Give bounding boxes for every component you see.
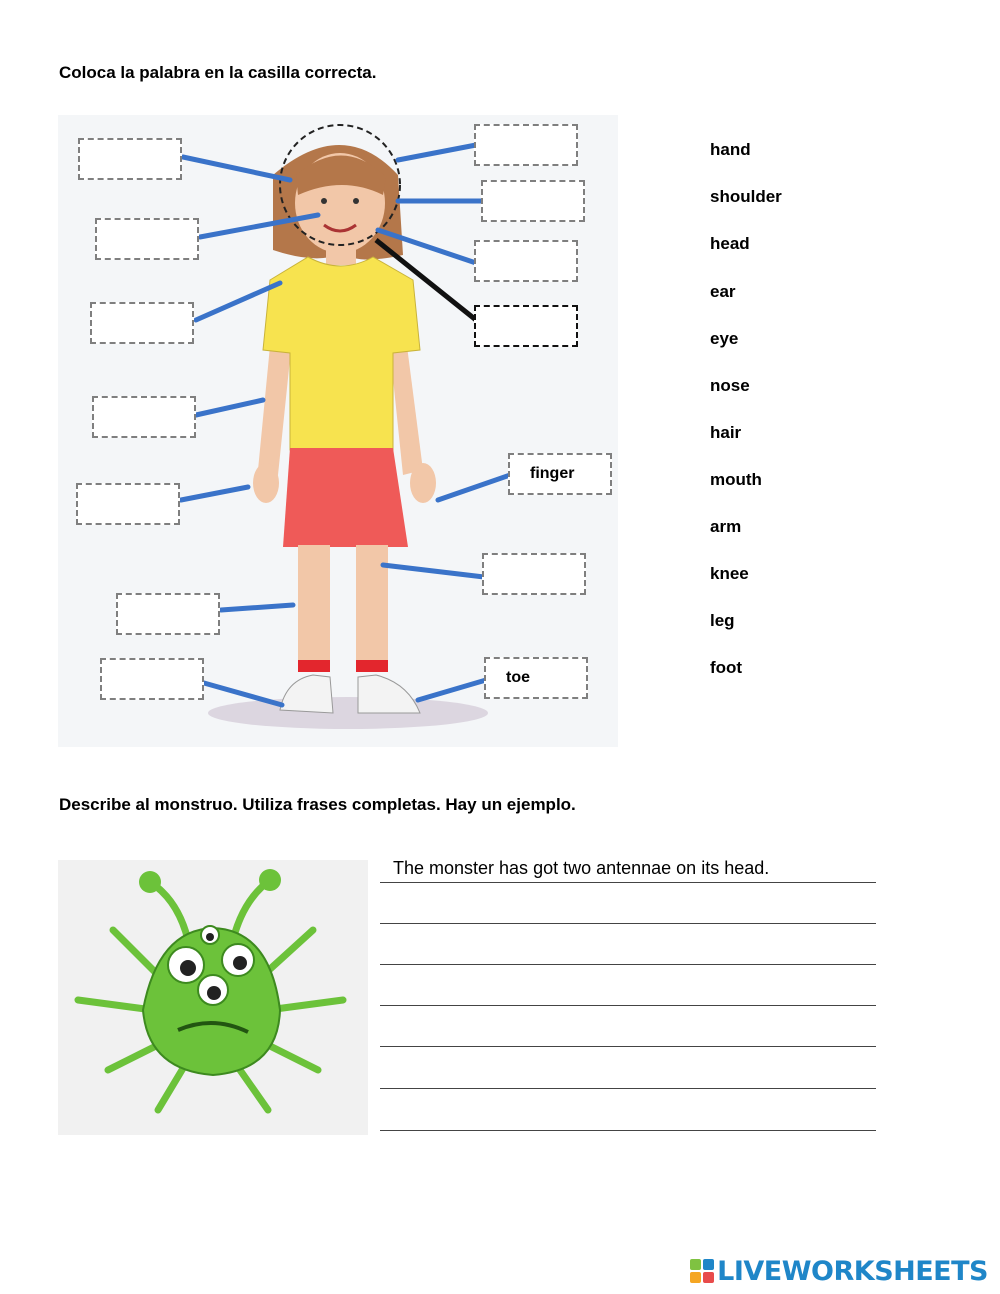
- answer-box-5[interactable]: [76, 483, 180, 525]
- answer-box-2[interactable]: [95, 218, 199, 260]
- writing-line-example: [380, 882, 876, 883]
- word-bank-item[interactable]: mouth: [710, 470, 762, 489]
- monster-illustration: [58, 860, 368, 1135]
- writing-line[interactable]: [380, 923, 876, 924]
- word-bank-item[interactable]: eye: [710, 329, 739, 348]
- answer-box-1[interactable]: [78, 138, 182, 180]
- answer-box-8[interactable]: [474, 124, 578, 166]
- answer-box-4[interactable]: [92, 396, 196, 438]
- example-sentence: The monster has got two antennae on its head.: [393, 858, 770, 878]
- word-bank-item[interactable]: ear: [710, 282, 736, 301]
- word-bank-item[interactable]: hair: [710, 423, 742, 442]
- writing-line[interactable]: [380, 1046, 876, 1047]
- answer-box-3[interactable]: [90, 302, 194, 344]
- logo-mark-icon: [690, 1259, 714, 1283]
- word-bank-item[interactable]: arm: [710, 517, 742, 536]
- answer-box-toe: [484, 657, 588, 699]
- toe-label: toe: [506, 669, 530, 686]
- word-bank-item[interactable]: nose: [710, 376, 750, 395]
- answer-box-6[interactable]: [116, 593, 220, 635]
- writing-line[interactable]: [380, 1130, 876, 1131]
- word-bank-item[interactable]: leg: [710, 611, 735, 630]
- finger-label: finger: [530, 465, 575, 482]
- brand-name: LIVEWORKSHEETS: [717, 1255, 988, 1287]
- word-bank-item[interactable]: head: [710, 234, 750, 253]
- answer-box-9[interactable]: [481, 180, 585, 222]
- word-bank-item[interactable]: hand: [710, 140, 751, 159]
- writing-line[interactable]: [380, 1005, 876, 1006]
- writing-line[interactable]: [380, 1088, 876, 1089]
- word-bank-item[interactable]: shoulder: [710, 187, 782, 206]
- answer-box-12[interactable]: [482, 553, 586, 595]
- answer-box-7[interactable]: [100, 658, 204, 700]
- word-bank-item[interactable]: knee: [710, 564, 749, 583]
- answer-box-finger: [508, 453, 612, 495]
- word-bank-item[interactable]: foot: [710, 658, 743, 677]
- answer-box-11[interactable]: [474, 305, 578, 347]
- liveworksheets-logo: [690, 1256, 988, 1286]
- answer-box-10[interactable]: [474, 240, 578, 282]
- instruction-label-part1: Coloca la palabra en la casilla correcta.: [59, 63, 377, 82]
- writing-line[interactable]: [380, 964, 876, 965]
- instruction-label-part2: Describe al monstruo. Utiliza frases completas. Hay un ejemplo.: [59, 795, 576, 814]
